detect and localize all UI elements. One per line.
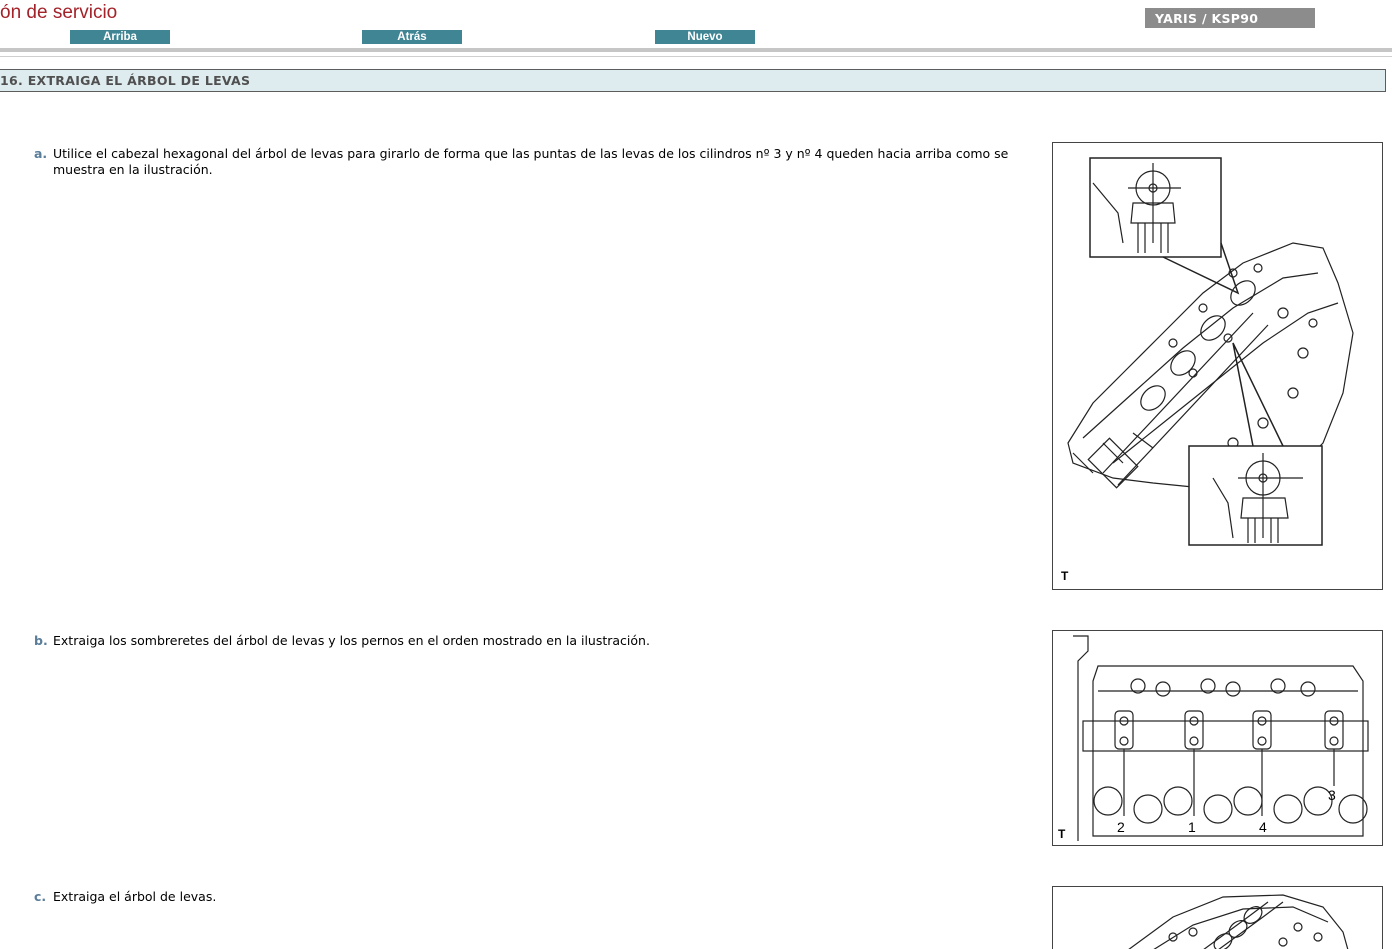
cap-order-label: 3: [1328, 787, 1336, 803]
step-a: [34, 146, 1024, 178]
section-heading: 16. EXTRAIGA EL ÁRBOL DE LEVAS: [0, 69, 1386, 92]
step-b-text: Extraiga los sombreretes del árbol de levas y los pernos en el orden mostrado en la ilustración.: [53, 633, 650, 648]
header-divider-thin: [0, 56, 1392, 57]
step-c-text: Extraiga el árbol de levas.: [53, 889, 217, 904]
camshaft-rotation-illustration: [1053, 143, 1383, 590]
figure-b-corner-mark: T: [1058, 827, 1066, 841]
camshaft-removal-illustration: [1053, 887, 1383, 949]
step-c-label: c.: [34, 889, 47, 904]
new-button[interactable]: Nuevo: [655, 30, 755, 44]
cap-order-label: 1: [1188, 819, 1196, 835]
figure-camshaft-rotation: [1052, 142, 1383, 590]
model-badge: YARIS / KSP90: [1145, 8, 1315, 28]
figure-a-corner-mark: T: [1061, 569, 1069, 583]
step-b-label: b.: [34, 633, 48, 648]
step-a-label: a.: [34, 146, 48, 161]
page-title: ón de servicio: [0, 2, 118, 23]
cap-order-label: 2: [1117, 819, 1125, 835]
back-button[interactable]: Atrás: [362, 30, 462, 44]
cap-order-label: 4: [1259, 819, 1267, 835]
header-divider: [0, 48, 1392, 52]
step-c: [34, 889, 1024, 905]
figure-camshaft-removal: [1052, 886, 1383, 949]
figure-cap-removal-order: [1052, 630, 1383, 846]
step-b: [34, 633, 1024, 649]
up-button[interactable]: Arriba: [70, 30, 170, 44]
camshaft-caps-illustration: [1053, 631, 1383, 846]
step-a-text: Utilice el cabezal hexagonal del árbol de levas para girarlo de forma que las puntas de las levas de los cilindros nº 3 y nº 4 queden hacia arriba como se muestra en la ilustración.: [53, 146, 1009, 177]
